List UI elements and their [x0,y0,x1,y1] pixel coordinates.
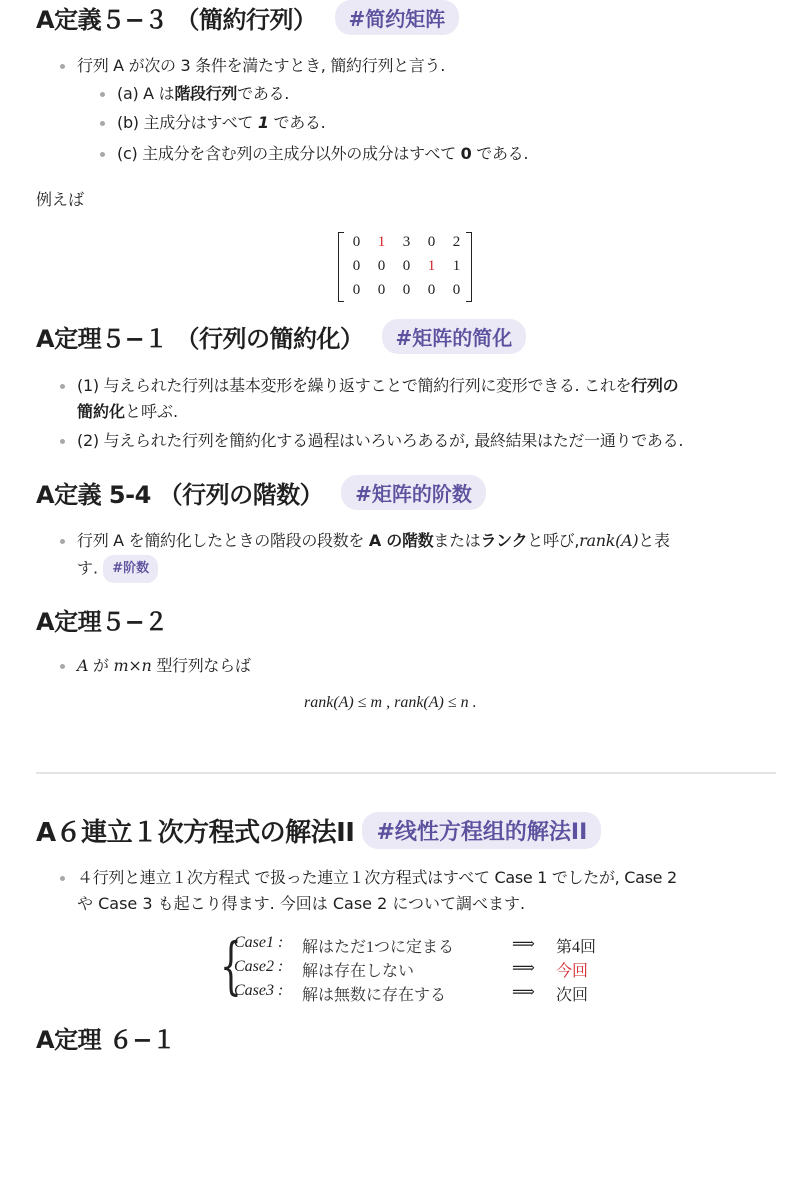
matrix-cell: 0 [452,281,461,298]
rank-inequality-formula: rank(A) ≤ m , rank(A) ≤ n . [304,694,477,711]
matrix-cell: 0 [377,257,386,274]
heading-text: A定理５−２ [36,608,168,636]
matrix-cell: 0 [402,281,411,298]
matrix-cell: 0 [377,281,386,298]
matrix-cell: 0 [427,233,436,250]
heading-section-6 [36,812,601,849]
heading-definition-5-3 [36,0,459,35]
section-divider [36,772,776,774]
list-item-1: (1) 与えられた行列は基本変形を繰り返すことで簡約行列に変形できる. これを行列の [77,373,678,399]
example-label: 例えば [36,190,85,209]
heading-text: A定義 5-4 （行列の階数） [36,481,324,509]
list-item-matrix-size: A が m×n 型行列ならば [77,653,251,679]
matrix-cell: 0 [352,281,361,298]
cases-block: { Case1 : 解はただ1つに定まる ⟹ 第4回 Case2 : 解は存在しない ⟹ 今回 Case3 : 解は無数に存在する ⟹ 次回 [220,929,597,1004]
matrix-row [344,230,469,254]
rank-formula: rank(A) [579,531,639,550]
tag-matrix-rank[interactable]: #矩阵的阶数 [341,475,486,510]
example-matrix [338,230,472,304]
matrix-cell: 0 [352,257,361,274]
tag-rank[interactable]: #阶数 [103,555,158,583]
list-item-rank-continued: す. #阶数 [77,555,158,583]
heading-theorem-5-2 [36,602,168,637]
matrix-cell-pivot: 1 [377,233,386,250]
matrix-cell-pivot: 1 [427,257,436,274]
list-item-cases-intro: ４行列と連立１次方程式 で扱った連立１次方程式はすべて Case 1 でしたが, Case 2 [77,865,677,891]
matrix-cell: 0 [427,281,436,298]
heading-definition-5-4 [36,475,486,510]
tag-simplified-matrix[interactable]: #简约矩阵 [335,0,460,35]
matrix-cell: 1 [452,257,461,274]
heading-text: A６連立１次方程式の解法II [36,818,355,848]
list-item-cases-intro-continued: や Case 3 も起こり得ます. 今回は Case 2 について調べます. [77,894,526,913]
list-item-b: (b) 主成分はすべて 1 である. [117,110,325,136]
matrix-row [344,278,469,302]
heading-text: A定義５−３ （簡約行列） [36,6,317,34]
heading-text: A定理 ６−１ [36,1026,176,1054]
matrix-cell: 3 [402,233,411,250]
list-item-2: (2) 与えられた行列を簡約化する過程はいろいろあるが, 最終結果はただ一通りである. [77,428,683,454]
list-item: 行列 A が次の 3 条件を満たすとき, 簡約行列と言う. [77,53,445,79]
tag-matrix-simplification[interactable]: #矩阵的简化 [382,319,527,354]
matrix-cell: 2 [452,233,461,250]
list-item-c: (c) 主成分を含む列の主成分以外の成分はすべて 0 である. [117,141,528,167]
heading-text: A定理５−１ （行列の簡約化） [36,325,364,353]
tag-linear-equations[interactable]: #线性方程组的解法II [362,812,601,849]
heading-theorem-5-1 [36,319,526,354]
list-item-a: (a) A は階段行列である. [117,81,289,107]
matrix-cell: 0 [352,233,361,250]
matrix-row [344,254,469,278]
list-item-rank-definition: 行列 A を簡約化したときの階段の段数を A の階数またはランクと呼び,rank(A)と表 [77,528,670,554]
matrix-cell: 0 [402,257,411,274]
heading-theorem-6-1 [36,1020,176,1055]
list-item-1-continued: 簡約化と呼ぶ. [77,402,179,421]
curly-brace: { [220,929,242,1002]
matrix-table [344,230,469,302]
